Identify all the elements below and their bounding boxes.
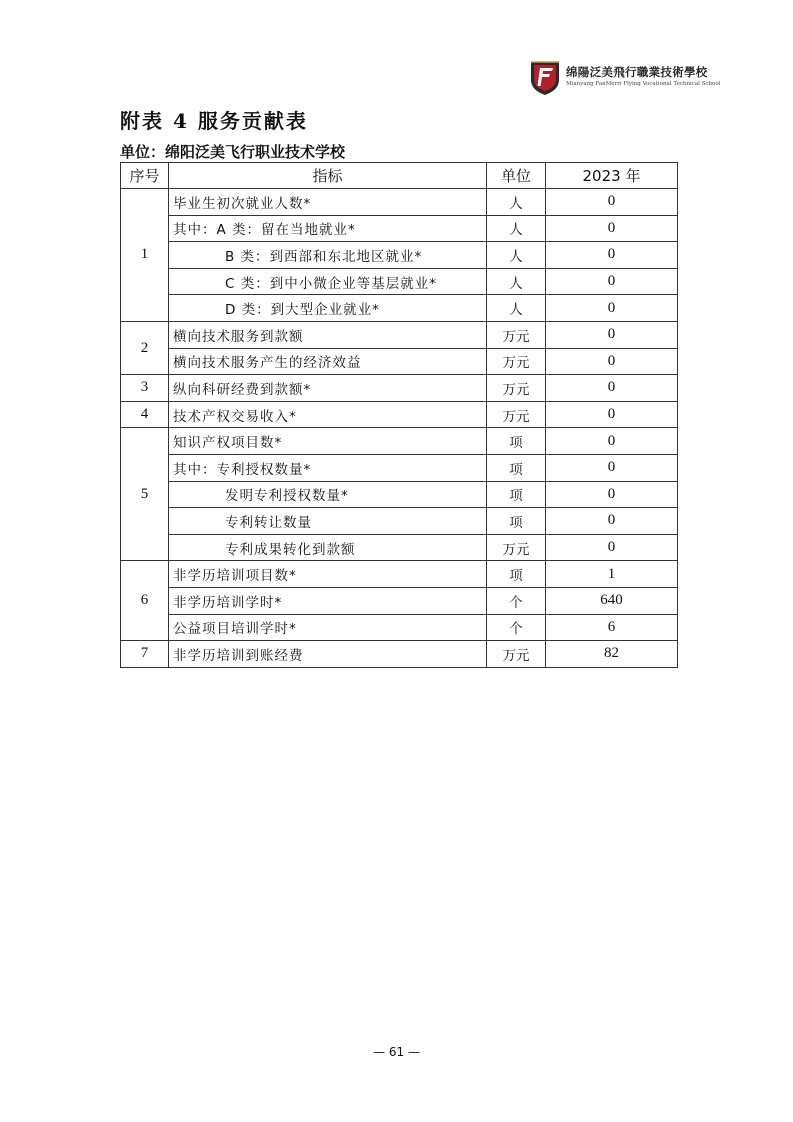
row-unit: 万元 (487, 321, 546, 348)
header-unit: 单位 (487, 163, 546, 189)
school-name-en: Mianyang FanMerri Flying Vocational Technical School (566, 81, 721, 87)
row-seq: 7 (121, 641, 169, 668)
row-indicator: 非学历培训学时* (169, 587, 487, 614)
table-row (121, 587, 678, 614)
table-row (121, 268, 678, 295)
service-contribution-table (120, 162, 678, 668)
row-unit: 项 (487, 428, 546, 455)
row-value: 0 (546, 215, 678, 242)
row-unit: 人 (487, 268, 546, 295)
row-value: 640 (546, 587, 678, 614)
row-unit: 项 (487, 454, 546, 481)
row-unit: 项 (487, 481, 546, 508)
row-indicator: B 类：到西部和东北地区就业* (169, 242, 487, 269)
table-row (121, 215, 678, 242)
row-unit: 万元 (487, 375, 546, 402)
row-value: 0 (546, 401, 678, 428)
table-row (121, 348, 678, 375)
table-header-row (121, 163, 678, 189)
row-value: 1 (546, 561, 678, 588)
row-value: 0 (546, 428, 678, 455)
table-row (121, 561, 678, 588)
row-indicator: 专利成果转化到款额 (169, 534, 487, 561)
table-row (121, 428, 678, 455)
row-indicator: C 类：到中小微企业等基层就业* (169, 268, 487, 295)
row-indicator: 发明专利授权数量* (169, 481, 487, 508)
page-title: 附表 4 服务贡献表 (120, 109, 308, 133)
table-row (121, 614, 678, 641)
row-value: 0 (546, 321, 678, 348)
row-value: 0 (546, 268, 678, 295)
table-row (121, 189, 678, 216)
row-seq: 1 (121, 189, 169, 322)
row-indicator: 非学历培训项目数* (169, 561, 487, 588)
row-unit: 项 (487, 508, 546, 535)
row-value: 0 (546, 534, 678, 561)
row-unit: 万元 (487, 534, 546, 561)
row-indicator: 公益项目培训学时* (169, 614, 487, 641)
row-indicator: 纵向科研经费到款额* (169, 375, 487, 402)
row-indicator: D 类：到大型企业就业* (169, 295, 487, 322)
table-row (121, 481, 678, 508)
row-indicator: 其中：专利授权数量* (169, 454, 487, 481)
row-seq: 6 (121, 561, 169, 641)
row-value: 0 (546, 454, 678, 481)
table-row (121, 295, 678, 322)
row-unit: 个 (487, 587, 546, 614)
row-value: 0 (546, 481, 678, 508)
row-indicator: 技术产权交易收入* (169, 401, 487, 428)
table-row (121, 454, 678, 481)
row-seq: 4 (121, 401, 169, 428)
row-indicator: 非学历培训到账经费 (169, 641, 487, 668)
row-value: 0 (546, 242, 678, 269)
table-row (121, 375, 678, 402)
unit-line: 单位：绵阳泛美飞行职业技术学校 (120, 143, 346, 161)
row-unit: 万元 (487, 348, 546, 375)
school-name-cn: 绵陽泛美飛行職業技術學校 (566, 65, 708, 79)
row-unit: 人 (487, 189, 546, 216)
header-seq: 序号 (121, 163, 169, 189)
row-value: 0 (546, 189, 678, 216)
school-logo (528, 58, 748, 98)
row-value: 82 (546, 641, 678, 668)
table-row (121, 242, 678, 269)
table-row (121, 641, 678, 668)
row-value: 0 (546, 508, 678, 535)
page-number: — 61 — (373, 1045, 420, 1059)
row-value: 6 (546, 614, 678, 641)
row-unit: 人 (487, 242, 546, 269)
table-row (121, 534, 678, 561)
row-unit: 人 (487, 295, 546, 322)
row-value: 0 (546, 348, 678, 375)
row-indicator: 横向技术服务产生的经济效益 (169, 348, 487, 375)
row-indicator: 专利转让数量 (169, 508, 487, 535)
table-row (121, 401, 678, 428)
school-emblem-icon (528, 58, 562, 96)
row-unit: 万元 (487, 401, 546, 428)
row-seq: 5 (121, 428, 169, 561)
row-seq: 3 (121, 375, 169, 402)
row-unit: 项 (487, 561, 546, 588)
row-value: 0 (546, 375, 678, 402)
header-year: 2023 年 (546, 163, 678, 189)
row-unit: 万元 (487, 641, 546, 668)
row-unit: 人 (487, 215, 546, 242)
row-indicator: 横向技术服务到款额 (169, 321, 487, 348)
row-indicator: 毕业生初次就业人数* (169, 189, 487, 216)
row-indicator: 其中：A 类：留在当地就业* (169, 215, 487, 242)
row-seq: 2 (121, 321, 169, 374)
header-indicator: 指标 (169, 163, 487, 189)
row-unit: 个 (487, 614, 546, 641)
row-value: 0 (546, 295, 678, 322)
table-row (121, 321, 678, 348)
table-row (121, 508, 678, 535)
row-indicator: 知识产权项目数* (169, 428, 487, 455)
